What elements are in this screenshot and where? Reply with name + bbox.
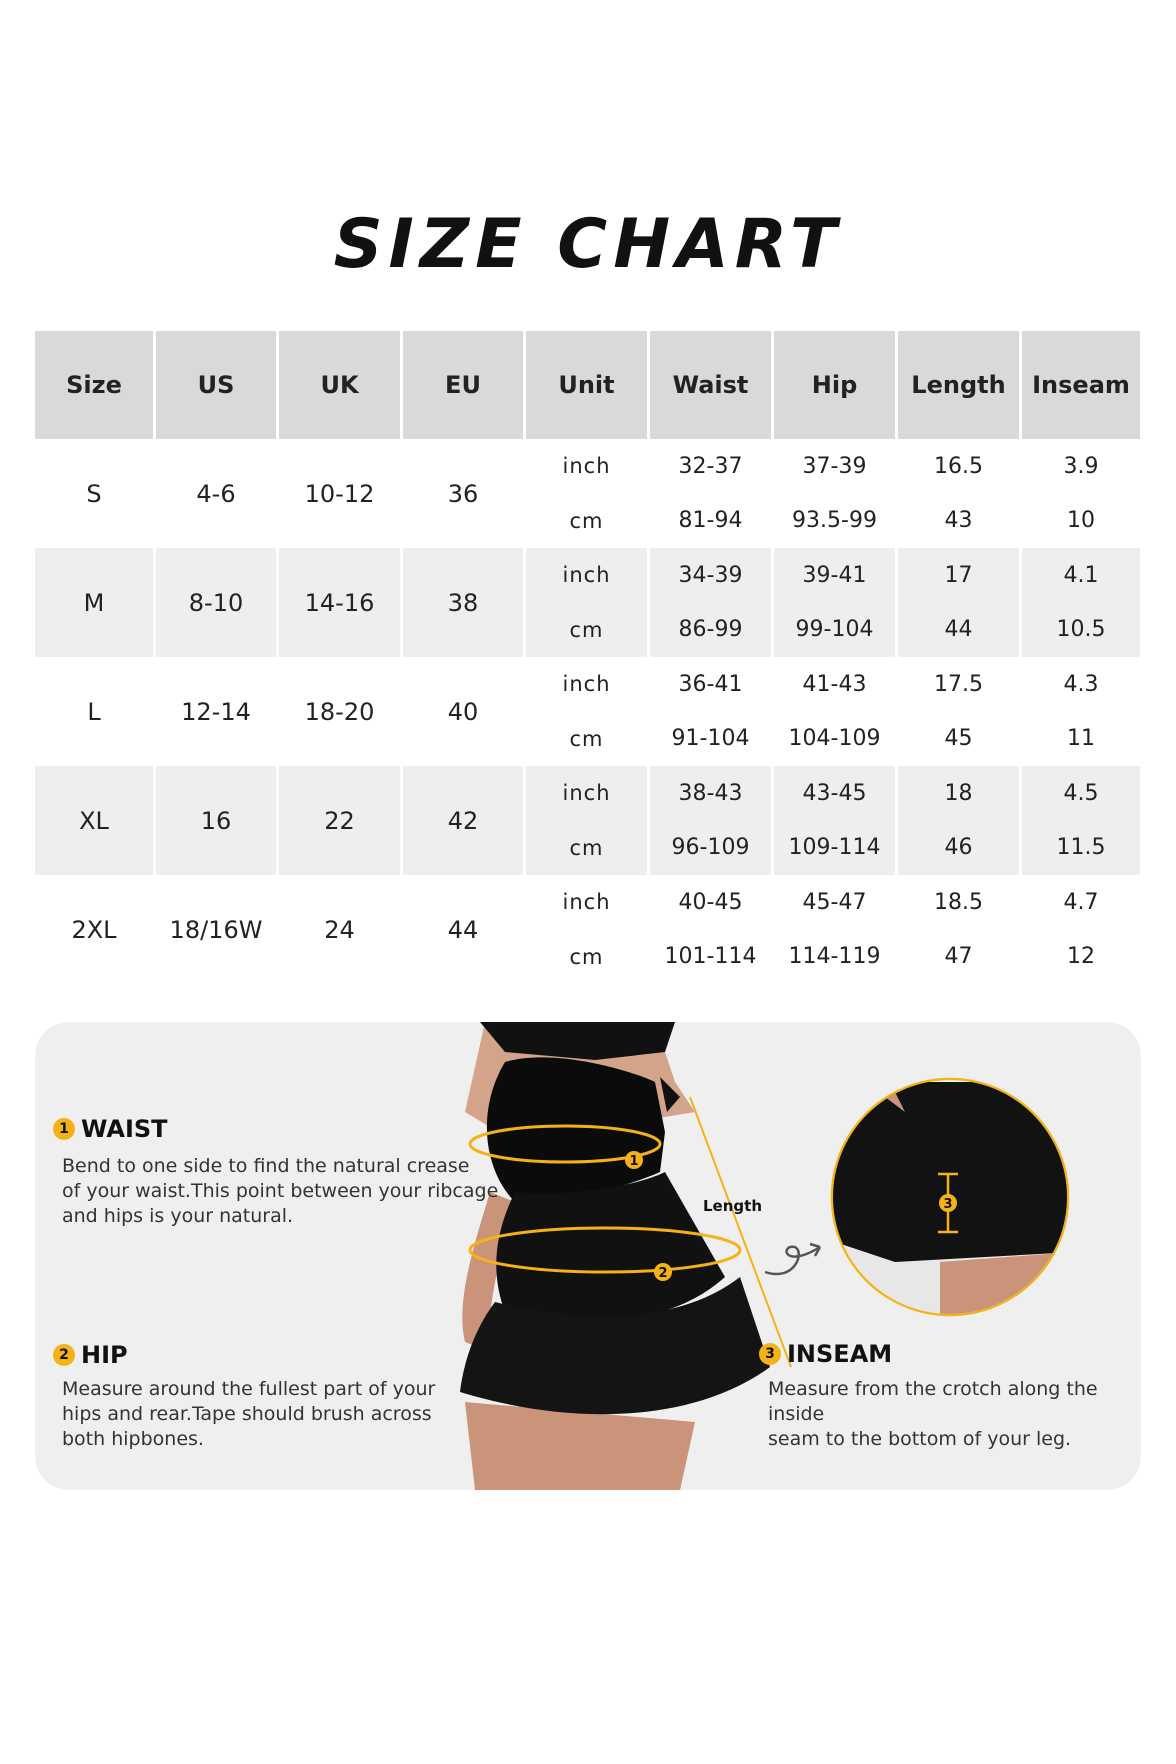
header-waist: Waist [650,331,771,439]
length-cm-cell: 43 [944,508,973,534]
hip-cm-cell: 93.5-99 [792,508,877,534]
hip-line: both hipbones. [62,1428,204,1450]
unit-cell: cm [569,726,604,751]
unit-cell: cm [569,508,604,533]
inseam-line: seam to the bottom of your leg. [768,1428,1072,1450]
unit-cell: cm [526,821,647,876]
table-row [35,439,1140,494]
length-cm-cell: 45 [944,726,973,752]
size-cell: S [86,479,102,508]
inseam-number-badge: 3 [759,1343,781,1365]
waist-cm-cell: 81-94 [678,508,743,534]
waist-line: and hips is your natural. [62,1205,294,1227]
waist-inch-cell: 34-39 [650,548,771,603]
eu-cell: 42 [403,766,523,875]
uk-cell: 24 [324,915,355,944]
hip-inch-cell: 37-39 [802,453,867,479]
hip-description [62,1377,435,1452]
length-inch-cell: 18 [898,766,1019,821]
length-inch-cell: 17.5 [934,671,983,697]
hip-line: Measure around the fullest part of your [62,1378,436,1400]
hip-title [53,1341,128,1369]
us-cell: 12-14 [181,697,251,726]
hip-inch-cell: 39-41 [774,548,895,603]
header-hip: Hip [774,331,895,439]
hip-inch-cell: 45-47 [802,889,867,915]
size-cell: XL [35,766,153,875]
waist-cm-cell: 86-99 [650,603,771,658]
inseam-inch-cell: 4.3 [1063,671,1099,697]
inseam-cm-cell: 11 [1067,726,1095,752]
length-cm-cell: 46 [898,821,1019,876]
inseam-cm-cell: 10.5 [1022,603,1140,658]
table-row [35,875,1140,930]
inseam-cm-cell: 11.5 [1022,821,1140,876]
inseam-description [768,1377,1141,1452]
svg-text:3: 3 [943,1197,953,1212]
waist-cm-cell: 101-114 [664,944,757,970]
header-inseam: Inseam [1022,331,1140,439]
unit-cell: inch [562,890,611,915]
waist-line: Bend to one side to find the natural crease [62,1155,470,1177]
inseam-line: Measure from the crotch along the inside [768,1378,1098,1425]
inseam-inch-cell: 4.7 [1063,889,1099,915]
length-inch-cell: 17 [898,548,1019,603]
uk-cell: 14-16 [279,548,400,657]
eu-cell: 44 [447,915,479,944]
waist-title [53,1115,168,1143]
eu-cell: 36 [447,479,479,508]
size-table [32,331,1143,984]
hip-inch-cell: 43-45 [774,766,895,821]
length-cm-cell: 47 [944,944,973,970]
hip-cm-cell: 99-104 [774,603,895,658]
table-row [35,657,1140,712]
header-size: Size [35,331,153,439]
unit-cell: inch [562,672,611,697]
unit-cell: cm [526,603,647,658]
inseam-cm-cell: 10 [1067,508,1095,534]
unit-cell: inch [526,766,647,821]
unit-cell: inch [562,454,611,479]
waist-title-text: WAIST [81,1115,168,1143]
measurement-guide [35,1022,1141,1490]
waist-inch-cell: 32-37 [678,453,743,479]
hip-inch-cell: 41-43 [802,671,867,697]
size-cell: L [87,697,101,726]
waist-cm-cell: 91-104 [671,726,750,752]
length-label: Length [703,1197,762,1215]
uk-cell: 18-20 [304,697,375,726]
us-cell: 16 [156,766,276,875]
length-inch-cell: 18.5 [934,889,983,915]
inseam-inch-cell: 4.1 [1022,548,1140,603]
uk-cell: 10-12 [304,479,375,508]
inseam-inch-cell: 3.9 [1063,453,1099,479]
header-unit: Unit [526,331,647,439]
hip-title-text: HIP [81,1341,128,1369]
table-body [35,439,1140,984]
waist-inch-cell: 38-43 [650,766,771,821]
header-length: Length [898,331,1019,439]
us-cell: 4-6 [196,479,236,508]
waist-inch-cell: 36-41 [678,671,743,697]
unit-cell: inch [526,548,647,603]
waist-line: of your waist.This point between your ribcage [62,1180,499,1202]
waist-cm-cell: 96-109 [650,821,771,876]
size-cell: 2XL [71,915,117,944]
inseam-title-text: INSEAM [787,1340,893,1368]
length-cm-cell: 44 [898,603,1019,658]
hip-cm-cell: 114-119 [788,944,881,970]
hip-number-badge: 2 [53,1344,75,1366]
uk-cell: 22 [279,766,400,875]
inseam-title [759,1340,892,1368]
length-inch-cell: 16.5 [934,453,983,479]
eu-cell: 40 [447,697,479,726]
unit-cell: cm [569,944,604,969]
header-us: US [156,331,276,439]
header-eu: EU [403,331,523,439]
us-cell: 8-10 [156,548,276,657]
svg-text:2: 2 [658,1266,668,1281]
table-header-row [35,331,1140,439]
table-row [35,548,1140,603]
svg-text:1: 1 [629,1154,639,1169]
table-row [35,766,1140,821]
waist-inch-cell: 40-45 [678,889,743,915]
size-cell: M [35,548,153,657]
hip-cm-cell: 109-114 [774,821,895,876]
header-uk: UK [279,331,400,439]
inseam-cm-cell: 12 [1067,944,1095,970]
hip-line: hips and rear.Tape should brush across [62,1403,432,1425]
inseam-inch-cell: 4.5 [1022,766,1140,821]
us-cell: 18/16W [169,915,263,944]
page-title: SIZE CHART [333,205,843,284]
hip-cm-cell: 104-109 [788,726,881,752]
waist-description [62,1154,498,1229]
eu-cell: 38 [403,548,523,657]
waist-number-badge: 1 [53,1118,75,1140]
